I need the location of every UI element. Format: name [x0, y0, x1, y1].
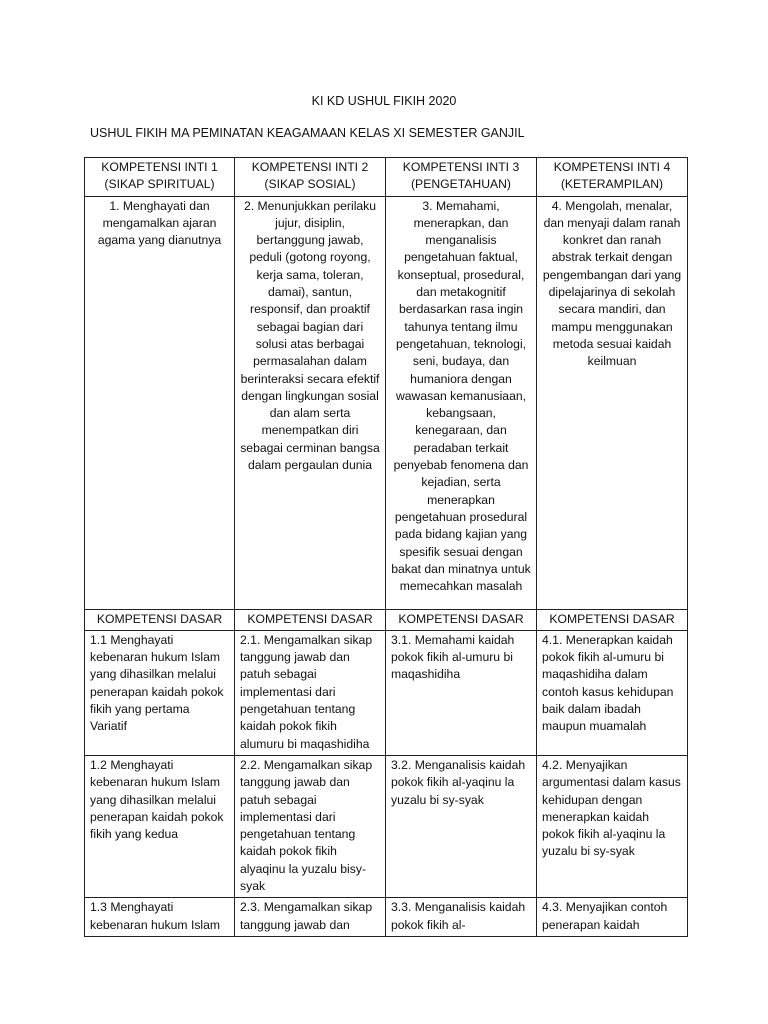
- table-row: [85, 630, 688, 755]
- header-ki-3: KOMPETENSI INTI 3 (PENGETAHUAN): [386, 158, 537, 197]
- table-header-row: [85, 158, 688, 197]
- kd-header-2: KOMPETENSI DASAR: [235, 609, 386, 630]
- header-ki-4: KOMPETENSI INTI 4 (KETERAMPILAN): [537, 158, 688, 197]
- table-row: [85, 755, 688, 897]
- ki-content-row: [85, 196, 688, 609]
- kd-4-2: 4.2. Menyajikan argumentasi dalam kasus kehidupan dengan menerapkan kaidah pokok fikih al-yaqinu la yuzalu bi sy-syak: [537, 755, 688, 897]
- kd-header-1: KOMPETENSI DASAR: [85, 609, 235, 630]
- kd-header-row: [85, 609, 688, 630]
- ki-1-cell: 1. Menghayati dan mengamalkan ajaran agama yang dianutnya: [85, 196, 235, 609]
- kd-header-3: KOMPETENSI DASAR: [386, 609, 537, 630]
- kd-2-1: 2.1. Mengamalkan sikap tanggung jawab dan patuh sebagai implementasi dari pengetahuan tentang kaidah pokok fikih alumuru bi maqashidiha: [235, 630, 386, 755]
- kd-header-4: KOMPETENSI DASAR: [537, 609, 688, 630]
- kd-2-3: 2.3. Mengamalkan sikap tanggung jawab dan: [235, 898, 386, 937]
- document-title: KI KD USHUL FIKIH 2020: [311, 94, 457, 108]
- table-row: [85, 898, 688, 937]
- kd-3-3: 3.3. Menganalisis kaidah pokok fikih al-: [386, 898, 537, 937]
- competency-table: [84, 157, 688, 937]
- ki-4-cell: 4. Mengolah, menalar, dan menyaji dalam ranah konkret dan ranah abstrak terkait dengan pengembangan dari yang dipelajarinya di sekolah secara mandiri, dan mampu menggunakan metoda sesuai kaidah keilmuan: [537, 196, 688, 609]
- kd-3-1: 3.1. Memahami kaidah pokok fikih al-umuru bi maqashidiha: [386, 630, 537, 755]
- kd-4-3: 4.3. Menyajikan contoh penerapan kaidah: [537, 898, 688, 937]
- kd-4-1: 4.1. Menerapkan kaidah pokok fikih al-umuru bi maqashidiha dalam contoh kasus kehidupan baik dalam ibadah maupun muamalah: [537, 630, 688, 755]
- header-ki-2: KOMPETENSI INTI 2 (SIKAP SOSIAL): [235, 158, 386, 197]
- kd-2-2: 2.2. Mengamalkan sikap tanggung jawab dan patuh sebagai implementasi dari pengetahuan tentang kaidah pokok fikih alyaqinu la yuzalu bisy-syak: [235, 755, 386, 897]
- kd-1-2: 1.2 Menghayati kebenaran hukum Islam yang dihasilkan melalui penerapan kaidah pokok fikih yang kedua: [85, 755, 235, 897]
- kd-3-2: 3.2. Menganalisis kaidah pokok fikih al-yaqinu la yuzalu bi sy-syak: [386, 755, 537, 897]
- document-subtitle: USHUL FIKIH MA PEMINATAN KEAGAMAAN KELAS XI SEMESTER GANJIL: [90, 126, 525, 140]
- ki-3-cell: 3. Memahami, menerapkan, dan menganalisis pengetahuan faktual, konseptual, prosedural, dan metakognitif berdasarkan rasa ingin tahunya tentang ilmu pengetahuan, teknologi, seni, budaya, dan humaniora dengan wawasan kemanusiaan, kebangsaan, kenegaraan, dan peradaban terkait penyebab fenomena dan kejadian, serta menerapkan pengetahuan prosedural pada bidang kajian yang spesifik sesuai dengan bakat dan minatnya untuk memecahkan masalah: [386, 196, 537, 609]
- header-ki-1: KOMPETENSI INTI 1 (SIKAP SPIRITUAL): [85, 158, 235, 197]
- kd-1-3: 1.3 Menghayati kebenaran hukum Islam: [85, 898, 235, 937]
- kd-1-1: 1.1 Menghayati kebenaran hukum Islam yang dihasilkan melalui penerapan kaidah pokok fikih yang pertama Variatif: [85, 630, 235, 755]
- ki-2-cell: 2. Menunjukkan perilaku jujur, disiplin, bertanggung jawab, peduli (gotong royong, kerja sama, toleran, damai), santun, responsif, dan proaktif sebagai bagian dari solusi atas berbagai permasalahan dalam berinteraksi secara efektif dengan lingkungan sosial dan alam serta menempatkan diri sebagai cerminan bangsa dalam pergaulan dunia: [235, 196, 386, 609]
